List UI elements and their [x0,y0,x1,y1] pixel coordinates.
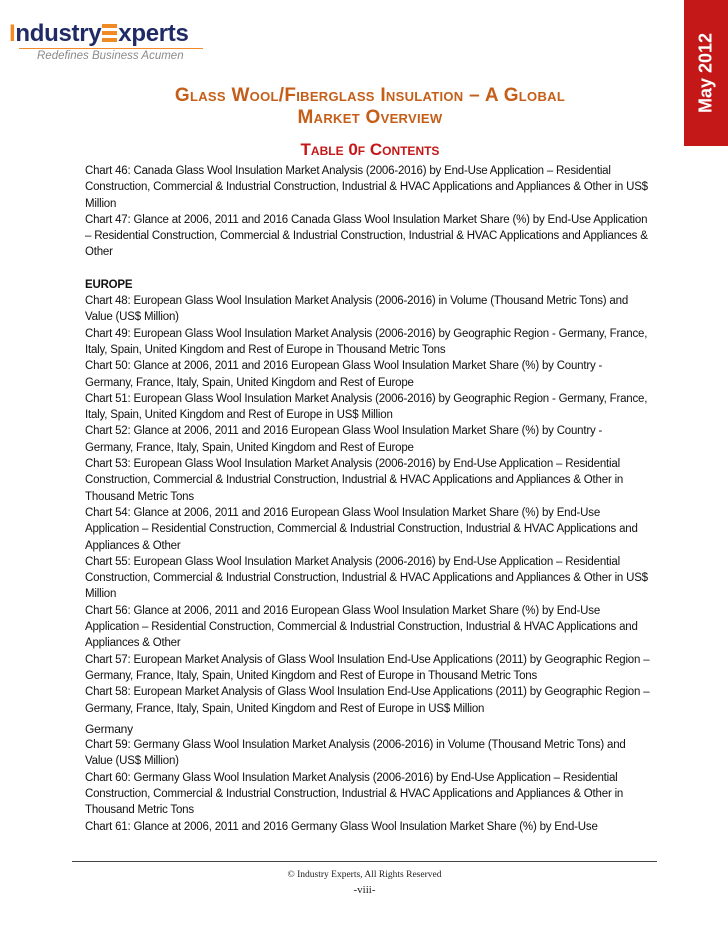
date-tab-label: May 2012 [695,32,716,114]
logo-name-part2: xperts [118,20,189,47]
toc-heading: Table 0f Contents [300,140,440,159]
toc-entry: Chart 57: European Market Analysis of Glass Wool Insulation End-Use Applications (2011) by Geographic Region – Germany, France, Italy, Spain, United Kingdom and Rest of Europe in Thousand Metric Tons [85,653,650,682]
toc-group-europe [85,293,650,717]
section-heading-europe: EUROPE [85,278,133,291]
toc-entry: Chart 59: Germany Glass Wool Insulation Market Analysis (2006-2016) in Volume (Thousand Metric Tons) and Value (US$ Million) [85,739,626,768]
toc-group-canada [85,163,650,261]
toc-list [85,163,650,835]
toc-entry: Chart 55: European Glass Wool Insulation Market Analysis (2006-2016) by End-Use Application – Residential Construction, Commercial & Industrial Construction, Industrial & HVAC Applications and Appliances & Other in US$ Million [85,555,648,601]
date-tab [684,0,728,146]
logo-tagline: Redefines Business Acumen [37,50,184,62]
toc-entry: Chart 48: European Glass Wool Insulation Market Analysis (2006-2016) in Volume (Thousand Metric Tons) and Value (US$ Million) [85,295,629,324]
report-title-line2: Market Overview [297,107,443,128]
toc-entry: Chart 51: European Glass Wool Insulation Market Analysis (2006-2016) by Geographic Region - Germany, France, Italy, Spain, United Kingdom and Rest of Europe in US$ Million [85,392,648,422]
toc-entry: Chart 46: Canada Glass Wool Insulation Market Analysis (2006-2016) by End-Use Application – Residential Construction, Commercial & Industrial Construction, Industrial & HVAC Applications and Appliances & Other in US$ Million [85,165,648,210]
company-logo [9,20,209,72]
toc-entry: Chart 50: Glance at 2006, 2011 and 2016 European Glass Wool Insulation Market Share (%) by Country - Germany, France, Italy, Spain, United Kingdom and Rest of Europe [85,360,603,389]
toc-entry: Chart 53: European Glass Wool Insulation Market Analysis (2006-2016) by End-Use Application – Residential Construction, Commercial & Industrial Construction, Industrial & HVAC Applications and Appliances & Other in Thousand Metric Tons [85,458,624,503]
footer-divider [72,861,657,862]
footer-copyright: © Industry Experts, All Rights Reserved [287,870,442,880]
toc-entry: Chart 49: European Glass Wool Insulation Market Analysis (2006-2016) by Geographic Region - Germany, France, Italy, Spain, United Kingdom and Rest of Europe in Thousand Metric Tons [85,327,648,356]
toc-entry: Chart 47: Glance at 2006, 2011 and 2016 Canada Glass Wool Insulation Market Share (%) by End-Use Application – Residential Construction, Commercial & Industrial Construction, Industrial & HVAC Applications and Appliances & Other [85,213,648,259]
toc-group-germany [85,737,650,835]
logo-e-icon [102,24,117,42]
report-title-line1: Glass Wool/Fiberglass Insulation – A Global [174,85,566,106]
section-heading-germany: Germany [85,721,133,736]
toc-entry: Chart 58: European Market Analysis of Glass Wool Insulation End-Use Applications (2011) by Geographic Region – Germany, France, Italy, Spain, United Kingdom and Rest of Europe in US$ Million [85,686,650,715]
toc-entry: Chart 54: Glance at 2006, 2011 and 2016 European Glass Wool Insulation Market Share (%) by End-Use Application – Residential Construction, Commercial & Industrial Construction, Industrial & HVAC Applications and Appliances & Other [85,506,638,552]
logo-divider [19,48,203,49]
page-number: -viii- [353,884,376,896]
toc-entry: Chart 61: Glance at 2006, 2011 and 2016 Germany Glass Wool Insulation Market Share (%) by End-Use [85,820,598,833]
report-title [60,85,680,129]
toc-entry: Chart 60: Germany Glass Wool Insulation Market Analysis (2006-2016) by End-Use Application – Residential Construction, Commercial & Industrial Construction, Industrial & HVAC Applications and Appliances & Other in Thousand Metric Tons [85,771,624,817]
logo-wordmark [9,20,189,48]
logo-initial: I [9,20,16,47]
logo-name-part1: ndustry [15,20,102,47]
toc-entry: Chart 56: Glance at 2006, 2011 and 2016 European Glass Wool Insulation Market Share (%) by End-Use Application – Residential Construction, Commercial & Industrial Construction, Industrial & HVAC Applications and Appliances & Other [85,604,638,650]
toc-entry: Chart 52: Glance at 2006, 2011 and 2016 European Glass Wool Insulation Market Share (%) by Country - Germany, France, Italy, Spain, United Kingdom and Rest of Europe [85,425,603,454]
